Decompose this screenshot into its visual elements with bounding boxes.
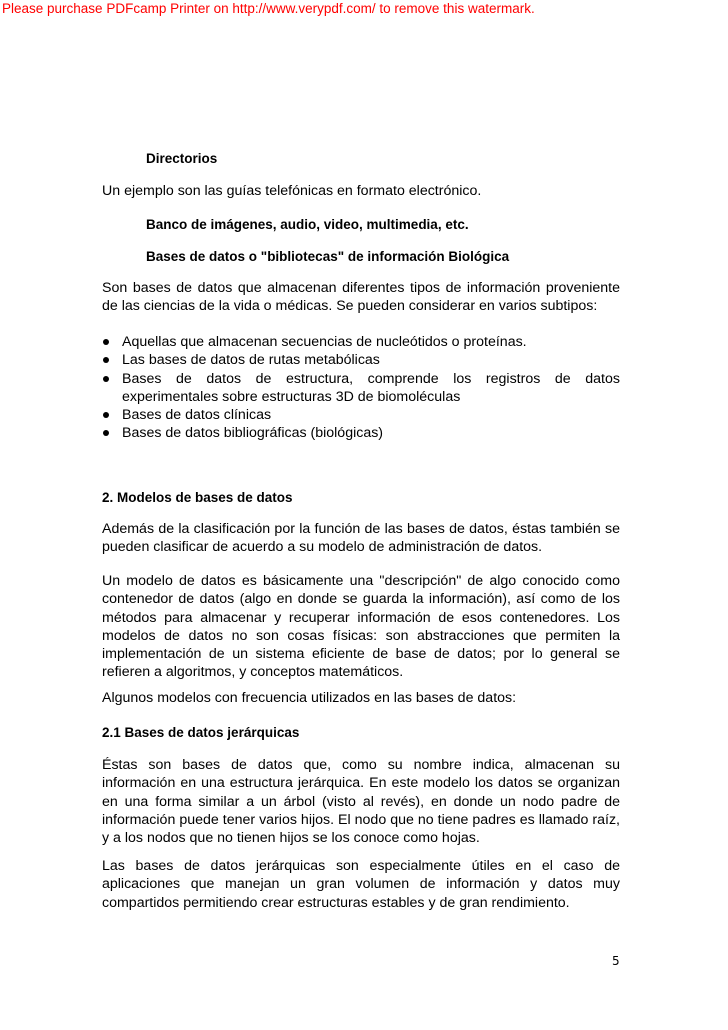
list-item: Aquellas que almacenan secuencias de nucleótidos o proteínas. bbox=[102, 333, 620, 351]
directorios-title: Directorios bbox=[146, 151, 218, 166]
modelos-paragraph-1: Además de la clasificación por la función de las bases de datos, éstas también se pueden clasificar de acuerdo a su modelo de administración de datos. bbox=[102, 521, 620, 556]
list-item: Las bases de datos de rutas metabólicas bbox=[102, 351, 620, 369]
jerarquicas-paragraph-1: Éstas son bases de datos que, como su nombre indica, almacenan su información en una estructura jerárquica. En este modelo los datos se organizan en una forma similar a un árbol (visto al revés), en donde un nodo padre de información puede tener varios hijos. El nodo que no tiene padres es llamado raíz, y a los nodos que no tienen hijos se los conoce como hojas. bbox=[102, 757, 620, 847]
bases-bio-paragraph: Son bases de datos que almacenan diferentes tipos de información proveniente de las ciencias de la vida o médicas. Se pueden considerar en varios subtipos: bbox=[102, 280, 620, 315]
jerarquicas-paragraph-2: Las bases de datos jerárquicas son especialmente útiles en el caso de aplicaciones que manejan un gran volumen de información y datos muy compartidos permitiendo crear estructuras estables y de gran rendimiento. bbox=[102, 858, 620, 911]
modelos-paragraph-2: Un modelo de datos es básicamente una "descripción" de algo conocido como contenedor de datos (algo en donde se guarda la información), así como de los métodos para almacenar y recuperar información de esos contenedores. Los modelos de datos no son cosas físicas: son abstracciones que permiten la implementación de un sistema eficiente de base de datos; por lo general se refieren a algoritmos, y conceptos matemáticos. bbox=[102, 573, 620, 681]
modelos-paragraph-3: Algunos modelos con frecuencia utilizados en las bases de datos: bbox=[102, 690, 517, 706]
list-item: Bases de datos clínicas bbox=[102, 406, 620, 424]
directorios-text: Un ejemplo son las guías telefónicas en formato electrónico. bbox=[102, 183, 482, 199]
banco-title: Banco de imágenes, audio, video, multimedia, etc. bbox=[146, 217, 469, 232]
bases-bio-title: Bases de datos o "bibliotecas" de información Biológica bbox=[146, 249, 510, 264]
watermark-text: Please purchase PDFcamp Printer on http://www.verypdf.com/ to remove this watermark. bbox=[2, 1, 535, 16]
list-item: Bases de datos de estructura, comprende los registros de datos experimentales sobre estructuras 3D de biomoléculas bbox=[102, 370, 620, 407]
subtypes-list bbox=[102, 333, 620, 443]
section-heading-modelos: 2. Modelos de bases de datos bbox=[102, 490, 293, 505]
page-number: 5 bbox=[612, 954, 620, 968]
section-heading-jerarquicas: 2.1 Bases de datos jerárquicas bbox=[102, 725, 300, 740]
list-item: Bases de datos bibliográficas (biológicas) bbox=[102, 424, 620, 442]
